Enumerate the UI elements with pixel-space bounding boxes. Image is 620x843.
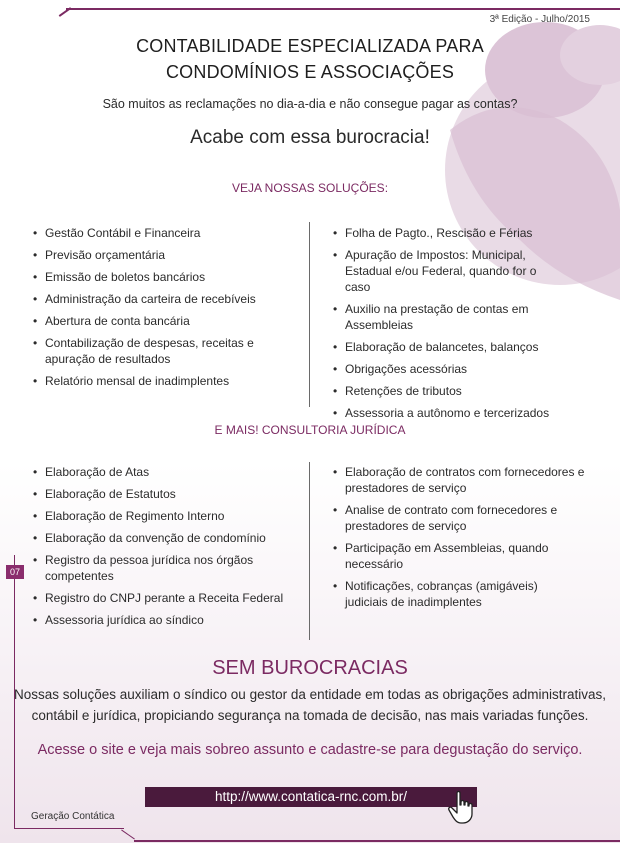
closing-body-line-1: Nossas soluções auxiliam o síndico ou gestor da entidade em todas as obrigações administrativas,	[13, 687, 607, 702]
website-link[interactable]: http://www.contatica-rnc.com.br/	[145, 787, 477, 807]
list-item: • Assessoria jurídica ao síndico	[33, 613, 204, 627]
list-item: • Relatório mensal de inadimplentes	[33, 374, 230, 388]
legal-right-list	[333, 464, 598, 616]
pointer-hand-icon	[447, 790, 477, 826]
list-item: • Elaboração de balancetes, balanços	[333, 340, 539, 354]
page-title	[0, 33, 620, 85]
list-item: • Elaboração de Regimento Interno	[33, 509, 225, 523]
legal-divider	[309, 462, 310, 640]
list-item: • Elaboração de Atas	[33, 465, 150, 479]
list-item: • Previsão orçamentária	[33, 248, 166, 262]
list-item: • Auxilio na prestação de contas em Assembleias	[333, 302, 529, 332]
title-line-2: CONDOMÍNIOS E ASSOCIAÇÕES	[165, 62, 455, 82]
list-item: • Gestão Contábil e Financeira	[33, 226, 201, 240]
legal-left-list	[33, 464, 298, 634]
list-item: • Administração da carteira de recebíveis	[33, 292, 256, 306]
list-item: • Obrigações acessórias	[333, 362, 468, 376]
subtitle: São muitos as reclamações no dia-a-dia e não consegue pagar as contas?	[102, 97, 518, 111]
list-item: • Registro da pessoa jurídica nos órgãos competentes	[33, 553, 254, 583]
list-item: • Abertura de conta bancária	[33, 314, 190, 328]
list-item: • Registro do CNPJ perante a Receita Federal	[33, 591, 284, 605]
solutions-divider	[309, 222, 310, 407]
tagline: Acabe com essa burocracia!	[190, 127, 430, 148]
call-to-action: Acesse o site e veja mais sobreo assunto e cadastre-se para degustação do serviço.	[37, 742, 583, 758]
bottom-frame-line	[14, 828, 124, 829]
page-number-badge: 07	[6, 565, 24, 579]
solutions-right-list	[333, 225, 598, 427]
closing-body-line-2: contábil e jurídica, propiciando segurança na tomada de decisão, nas mais variadas funções.	[31, 708, 589, 723]
list-item: • Notificações, cobranças (amigáveis) judiciais de inadimplentes	[333, 579, 538, 609]
closing-body	[0, 684, 620, 726]
title-line-1: CONTABILIDADE ESPECIALIZADA PARA	[136, 36, 484, 56]
closing-title: SEM BUROCRACIAS	[212, 657, 408, 679]
list-item: • Assessoria a autônomo e tercerizados	[333, 406, 550, 420]
publisher-footer: Geração Contática	[31, 811, 115, 822]
edition-label: 3ª Edição - Julho/2015	[489, 14, 590, 25]
list-item: • Elaboração de Estatutos	[33, 487, 176, 501]
list-item: • Elaboração de contratos com fornecedores e prestadores de serviço	[333, 465, 585, 495]
list-item: • Contabilização de despesas, receitas e apuração de resultados	[33, 336, 254, 366]
solutions-left-list	[33, 225, 298, 395]
top-frame-line	[66, 8, 620, 10]
list-item: • Analise de contrato com fornecedores e prestadores de serviço	[333, 503, 558, 533]
list-item: • Participação em Assembleias, quando necessário	[333, 541, 549, 571]
list-item: • Retenções de tributos	[333, 384, 462, 398]
legal-heading: E MAIS! CONSULTORIA JURÍDICA	[214, 423, 406, 437]
list-item: • Elaboração da convenção de condomínio	[33, 531, 266, 545]
solutions-heading: VEJA NOSSAS SOLUÇÕES:	[231, 181, 389, 195]
list-item: • Folha de Pagto., Rescisão e Férias	[333, 226, 533, 240]
list-item: • Apuração de Impostos: Municipal, Estadual e/ou Federal, quando for o caso	[333, 248, 537, 294]
list-item: • Emissão de boletos bancários	[33, 270, 206, 284]
bottom-frame-line-right	[134, 840, 620, 842]
